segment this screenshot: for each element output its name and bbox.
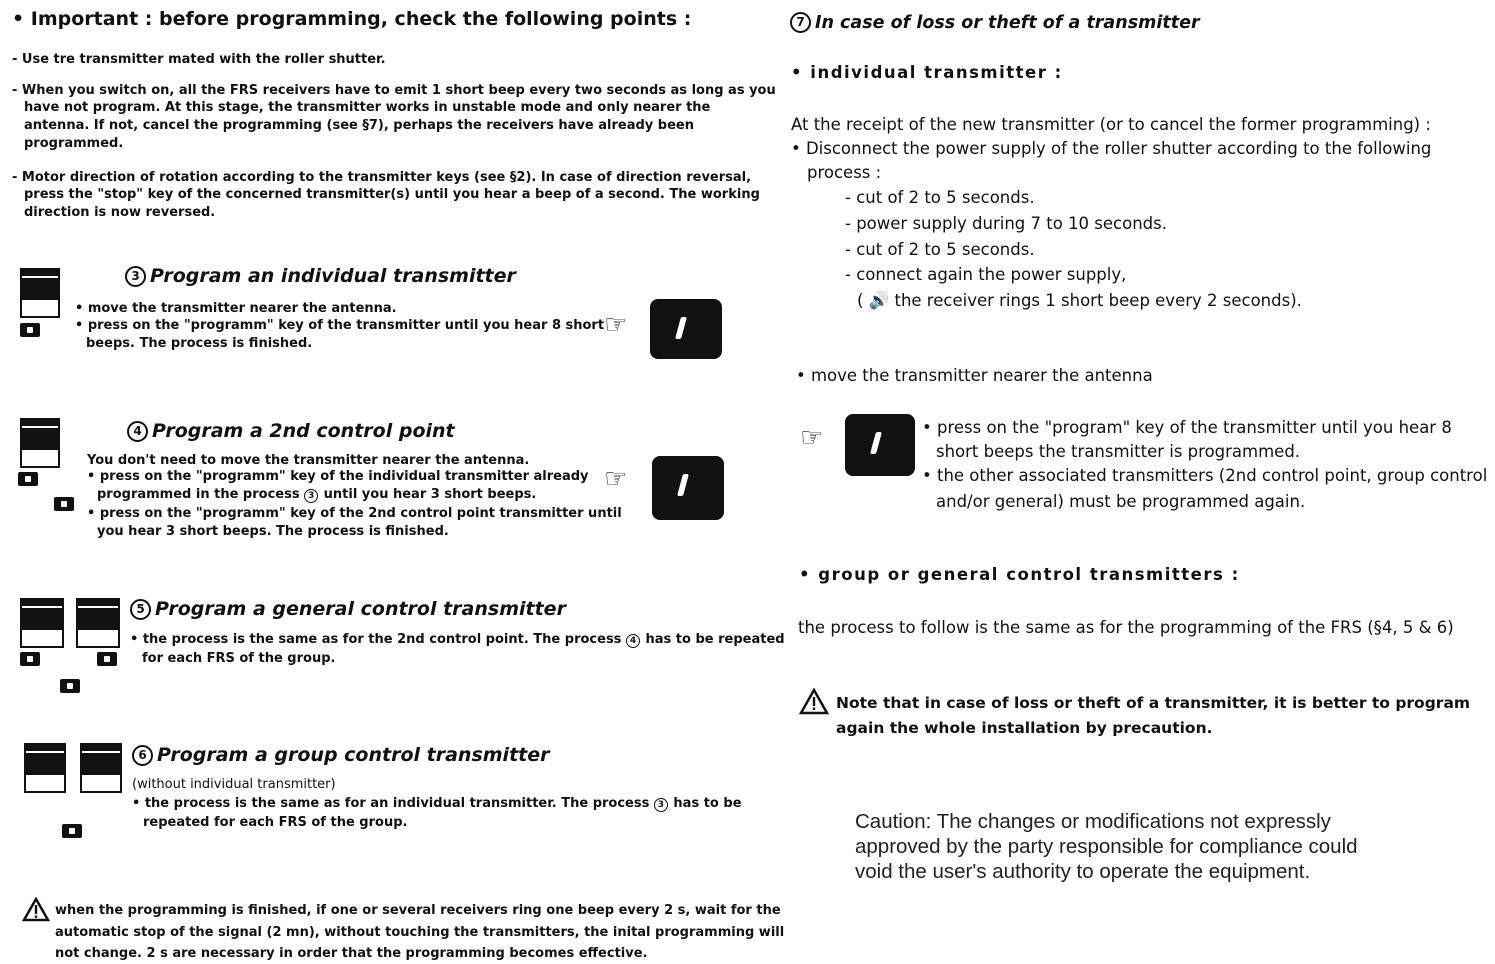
pointing-hand-icon: ☞	[800, 423, 824, 453]
transmitter-icon	[80, 743, 122, 793]
warning-line-1: when the programming is finished, if one or several receivers ring one beep every 2 s, wait for the	[55, 903, 781, 918]
step-1: - cut of 2 to 5 seconds.	[845, 188, 1035, 207]
s4-line-3a: programmed in the process	[97, 487, 300, 502]
s4-line-3	[97, 487, 536, 503]
point-2-line-4: programmed.	[24, 136, 124, 151]
s5-line-1a: • the process is the same as for the 2nd control point. The process	[130, 632, 622, 647]
section-3-title: Program an individual transmitter	[150, 265, 516, 287]
move-text: • move the transmitter nearer the antenna	[796, 366, 1153, 385]
s6-line-3: repeated for each FRS of the group.	[143, 815, 408, 830]
caution-line-2: approved by the party responsible for compliance could	[855, 835, 1358, 858]
s6-line-2b: has to be	[673, 796, 742, 811]
press-line-4: and/or general) must be programmed again.	[936, 492, 1306, 511]
s6-line-2	[132, 796, 742, 812]
s4-ref: 3	[304, 489, 318, 503]
press-line-2: short beeps the transmitter is programmed.	[936, 442, 1301, 461]
led-icon	[20, 323, 40, 337]
s5-ref: 4	[626, 634, 640, 648]
section-5-title: Program a general control transmitter	[155, 598, 566, 620]
receiver-icon	[650, 299, 722, 359]
press-line-3: • the other associated transmitters (2nd control point, group control	[922, 466, 1488, 485]
step-4: - connect again the power supply,	[845, 265, 1127, 284]
step-3: - cut of 2 to 5 seconds.	[845, 240, 1035, 259]
receipt-text: At the receipt of the new transmitter (or to cancel the former programming) :	[791, 115, 1431, 134]
pointing-hand-icon: ☞	[604, 310, 628, 340]
warning-line-2: automatic stop of the signal (2 mn), without touching the transmitters, the inital programming will	[55, 925, 785, 940]
s5-line-1b: has to be repeated	[645, 632, 785, 647]
section-3-heading	[125, 265, 516, 288]
s3-line-2: • press on the "programm" key of the transmitter until you hear 8 short	[75, 318, 605, 333]
section-5-number: 5	[130, 599, 151, 620]
section-3-number: 3	[125, 266, 146, 287]
s4-line-4: • press on the "programm" key of the 2nd control point transmitter until	[87, 506, 622, 521]
pointing-hand-icon: ☞	[604, 464, 628, 494]
warning-triangle-icon	[22, 897, 50, 922]
group-heading: • group or general control transmitters :	[799, 565, 1240, 584]
point-2-line-2: have not program. At this stage, the transmitter works in unstable mode and only nearer the	[24, 100, 711, 115]
important-heading: • Important : before programming, check the following points :	[12, 8, 692, 30]
point-3-line-2: press the "stop" key of the concerned transmitter(s) until you hear a beep of a second. The working	[24, 187, 760, 202]
step-2: - power supply during 7 to 10 seconds.	[845, 214, 1167, 233]
s6-line-2a: • the process is the same as for an individual transmitter. The process	[132, 796, 650, 811]
speaker-icon: 🔊	[868, 291, 890, 310]
warning-triangle-icon	[799, 688, 829, 715]
s4-line-1: You don't need to move the transmitter nearer the antenna.	[87, 453, 530, 468]
receiver-icon	[845, 414, 915, 476]
point-1-line-1: - Use tre transmitter mated with the roller shutter.	[12, 52, 386, 67]
point-3-line-3: direction is now reversed.	[24, 205, 216, 220]
point-2-line-3: antenna. If not, cancel the programming (see §7), perhaps the receivers have already been	[24, 118, 694, 133]
note-line-1: Note that in case of loss or theft of a transmitter, it is better to program	[836, 694, 1471, 712]
section-4-number: 4	[127, 421, 148, 442]
section-7-heading	[790, 12, 1200, 34]
led-icon	[60, 679, 80, 693]
note-line-2: again the whole installation by precaution.	[836, 719, 1213, 737]
led-icon	[18, 472, 38, 486]
transmitter-icon	[20, 268, 60, 318]
section-4-heading	[127, 420, 455, 443]
caution-line-3: void the user's authority to operate the equipment.	[855, 860, 1311, 883]
section-6-title: Program a group control transmitter	[157, 744, 550, 766]
individual-heading: • individual transmitter :	[791, 63, 1063, 82]
section-7-title: In case of loss or theft of a transmitter	[815, 13, 1200, 33]
transmitter-icon	[24, 743, 66, 793]
s4-line-3b: until you hear 3 short beeps.	[323, 487, 537, 502]
led-icon	[54, 497, 74, 511]
s3-line-1: • move the transmitter nearer the antenna.	[75, 301, 397, 316]
point-2-line-1: - When you switch on, all the FRS receivers have to emit 1 short beep every two seconds as long as you	[12, 83, 776, 98]
s6-line-1: (without individual transmitter)	[132, 777, 336, 792]
s6-ref: 3	[654, 798, 668, 812]
rings-line: ( 🔊 the receiver rings 1 short beep every 2 seconds).	[857, 291, 1302, 310]
rings-text: the receiver rings 1 short beep every 2 seconds).	[894, 291, 1302, 310]
s4-line-2: • press on the "programm" key of the individual transmitter already	[87, 469, 589, 484]
section-5-heading	[130, 598, 566, 621]
led-icon	[97, 652, 117, 666]
section-4-title: Program a 2nd control point	[152, 420, 455, 442]
caution-line-1: Caution: The changes or modifications not expressly	[855, 810, 1331, 833]
s3-line-3: beeps. The process is finished.	[86, 336, 313, 351]
transmitter-icon	[20, 418, 60, 468]
section-7-number: 7	[790, 12, 811, 33]
group-text: the process to follow is the same as for the programming of the FRS (§4, 5 & 6)	[798, 618, 1454, 637]
section-6-number: 6	[132, 745, 153, 766]
press-line-1: • press on the "program" key of the transmitter until you hear 8	[922, 418, 1452, 437]
receiver-icon	[652, 456, 724, 520]
disconnect-line-1: • Disconnect the power supply of the roller shutter according to the following	[791, 139, 1432, 158]
s4-line-5: you hear 3 short beeps. The process is finished.	[97, 524, 449, 539]
led-icon	[20, 652, 40, 666]
point-3-line-1: - Motor direction of rotation according to the transmitter keys (see §2). In case of direction reversal,	[12, 170, 752, 185]
s5-line-2: for each FRS of the group.	[142, 651, 336, 666]
warning-line-3: not change. 2 s are necessary in order that the programming becomes effective.	[55, 946, 648, 961]
section-6-heading	[132, 744, 550, 767]
disconnect-line-2: process :	[807, 163, 882, 182]
transmitter-icon	[76, 598, 120, 648]
s5-line-1	[130, 632, 785, 648]
transmitter-icon	[20, 598, 64, 648]
led-icon	[62, 824, 82, 838]
